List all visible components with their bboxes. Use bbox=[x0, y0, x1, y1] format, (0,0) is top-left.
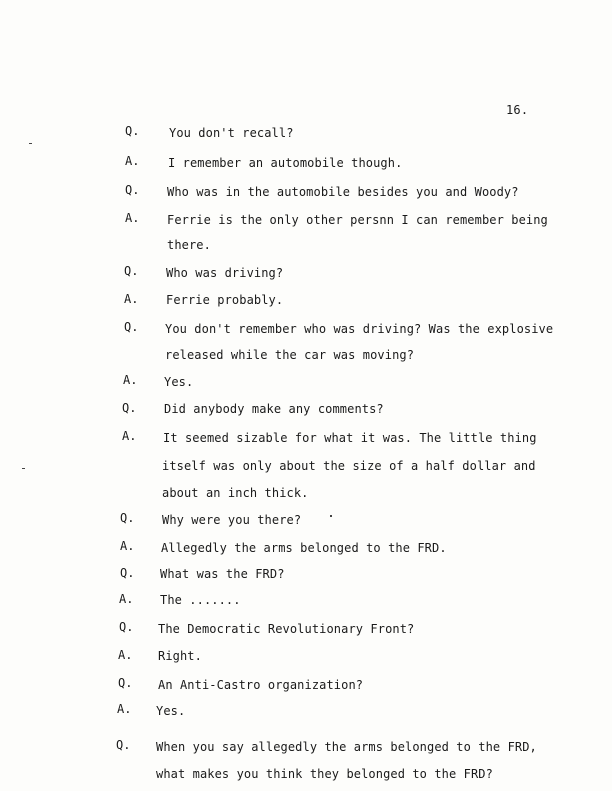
speaker-label: A. bbox=[124, 292, 139, 306]
transcript-line: Who was in the automobile besides you and Woody? bbox=[167, 185, 519, 199]
speaker-label: A. bbox=[119, 592, 134, 606]
transcript-line: An Anti-Castro organization? bbox=[158, 678, 364, 692]
transcript-line: You don't recall? bbox=[169, 126, 294, 140]
speaker-label: Q. bbox=[120, 511, 135, 525]
transcript-line: itself was only about the size of a half dollar and bbox=[162, 459, 536, 473]
transcript-line: Ferrie is the only other persnn I can remember being bbox=[167, 213, 548, 227]
speaker-label: Q. bbox=[124, 264, 139, 278]
speaker-label: A. bbox=[118, 648, 133, 662]
speaker-label: A. bbox=[120, 539, 135, 553]
transcript-line: Ferrie probably. bbox=[166, 293, 284, 307]
transcript-line: Did anybody make any comments? bbox=[164, 402, 384, 416]
speaker-label: Q. bbox=[118, 676, 133, 690]
transcript-line: I remember an automobile though. bbox=[168, 156, 403, 170]
transcript-line: Yes. bbox=[156, 704, 186, 718]
transcript-line: Allegedly the arms belonged to the FRD. bbox=[161, 541, 447, 555]
speaker-label: Q. bbox=[124, 320, 139, 334]
transcript-line: Right. bbox=[158, 649, 202, 663]
transcript-line: Who was driving? bbox=[166, 266, 284, 280]
transcript-line: What was the FRD? bbox=[160, 567, 285, 581]
speaker-label: Q. bbox=[116, 738, 131, 752]
speaker-label: A. bbox=[117, 702, 132, 716]
transcript-line: Why were you there? bbox=[162, 513, 302, 527]
speaker-label: Q. bbox=[122, 401, 137, 415]
speaker-label: Q. bbox=[125, 183, 140, 197]
speaker-label: Q. bbox=[120, 566, 135, 580]
page-number: 16. bbox=[506, 103, 529, 117]
transcript-line: there. bbox=[167, 238, 211, 252]
transcript-line: what makes you think they belonged to the FRD? bbox=[156, 767, 493, 781]
speaker-label: Q. bbox=[119, 620, 134, 634]
transcript-line: The ....... bbox=[160, 593, 241, 607]
speaker-label: A. bbox=[122, 429, 137, 443]
speaker-label: A. bbox=[125, 211, 140, 225]
transcript-line: released while the car was moving? bbox=[165, 348, 415, 362]
speaker-label: Q. bbox=[125, 124, 140, 138]
transcript-line: The Democratic Revolutionary Front? bbox=[158, 622, 415, 636]
speaker-label: A. bbox=[123, 373, 138, 387]
transcript-line: It seemed sizable for what it was. The little thing bbox=[163, 431, 537, 445]
transcript-line: about an inch thick. bbox=[162, 486, 309, 500]
transcript-line: Yes. bbox=[164, 375, 194, 389]
transcript-line: When you say allegedly the arms belonged to the FRD, bbox=[156, 740, 537, 754]
speaker-label: A. bbox=[125, 154, 140, 168]
transcript-line: You don't remember who was driving? Was the explosive bbox=[165, 322, 554, 336]
